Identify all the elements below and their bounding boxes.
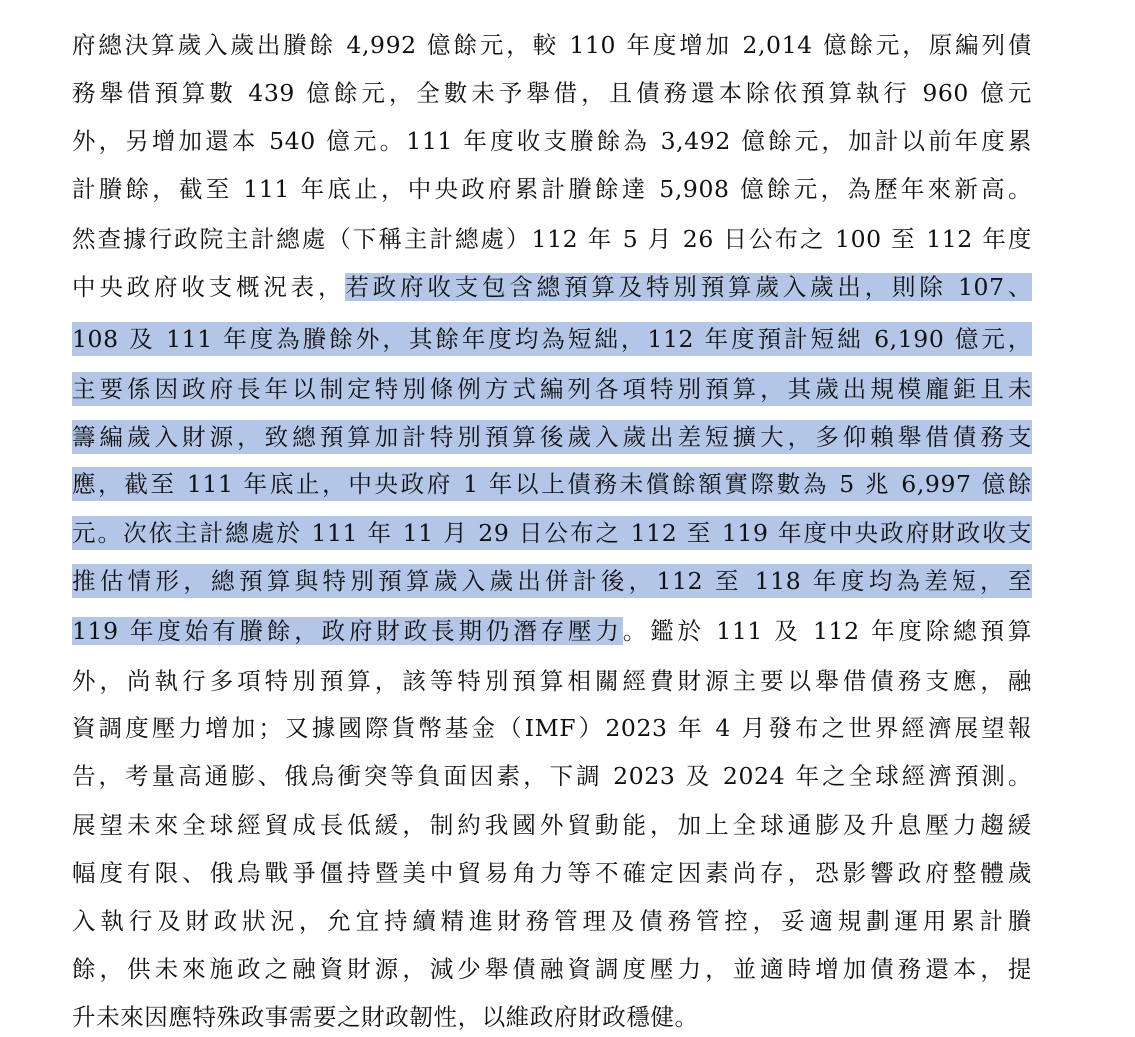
paragraph-line: 升未來因應特殊政事需要之財政韌性，以維政府財政穩健。 — [72, 1003, 699, 1031]
highlighted-text: 119 年度始有賸餘，政府財政長期仍潛存壓力 — [72, 617, 623, 645]
paragraph-line — [72, 270, 1032, 304]
highlighted-line: 應，截至 111 年底止，中央政府 1 年以上債務未償餘額實際數為 5 兆 6,997 億餘 — [72, 467, 1032, 501]
paragraph-line: 展望未來全球經貿成長低緩，制約我國外貿動能，加上全球通膨及升息壓力趨緩 — [72, 811, 1032, 839]
paragraph-line: 幅度有限、俄烏戰爭僵持暨美中貿易角力等不確定因素尚存，恐影響政府整體歲 — [72, 859, 1032, 887]
paragraph-line: 外，尚執行多項特別預算，該等特別預算相關經費財源主要以舉借債務支應，融 — [72, 667, 1032, 695]
highlighted-line: 主要係因政府長年以制定特別條例方式編列各項特別預算，其歲出規模龐鉅且未 — [72, 372, 1032, 406]
highlighted-line: 元。次依主計總處於 111 年 11 月 29 日公布之 112 至 119 年度中央政府財政收支 — [72, 516, 1032, 550]
paragraph-line: 入執行及財政狀況，允宜持續精進財務管理及債務管控，妥適規劃運用累計賸 — [72, 907, 1032, 935]
paragraph-line: 餘，供未來施政之融資財源，減少舉債融資調度壓力，並適時增加債務還本，提 — [72, 955, 1032, 983]
paragraph-line: 府總決算歲入歲出賸餘 4,992 億餘元，較 110 年度增加 2,014 億餘元，原編列債 — [72, 31, 1032, 59]
paragraph-line: 然查據行政院主計總處（下稱主計總處）112 年 5 月 26 日公布之 100 至 112 年度 — [72, 225, 1032, 253]
paragraph-line: 資調度壓力增加；又據國際貨幣基金（IMF）2023 年 4 月發布之世界經濟展望報 — [72, 714, 1032, 742]
highlighted-line: 108 及 111 年度為賸餘外，其餘年度均為短絀，112 年度預計短絀 6,190 億元， — [72, 322, 1032, 356]
highlighted-line: 籌編歲入財源，致總預算加計特別預算後歲入歲出差短擴大，多仰賴舉借債務支 — [72, 420, 1032, 454]
paragraph-line: 外，另增加還本 540 億元。111 年度收支賸餘為 3,492 億餘元，加計以前年度累 — [72, 127, 1032, 155]
paragraph-line: 務舉借預算數 439 億餘元，全數未予舉借，且債務還本除依預算執行 960 億元 — [72, 79, 1032, 107]
plain-text: 。鑑於 111 及 112 年度除總預算 — [622, 617, 1032, 645]
highlighted-line: 推估情形，總預算與特別預算歲入歲出併計後，112 至 118 年度均為差短，至 — [72, 564, 1032, 598]
paragraph-line: 告，考量高通膨、俄烏衝突等負面因素，下調 2023 及 2024 年之全球經濟預測。 — [72, 762, 1032, 790]
plain-text: 中央政府收支概況表， — [72, 273, 346, 301]
highlighted-text: 若政府收支包含總預算及特別預算歲入歲出，則除 107、 — [345, 273, 1032, 301]
paragraph-line — [72, 614, 1032, 648]
paragraph-line: 計賸餘，截至 111 年底止，中央政府累計賸餘達 5,908 億餘元，為歷年來新高。 — [72, 175, 1032, 203]
